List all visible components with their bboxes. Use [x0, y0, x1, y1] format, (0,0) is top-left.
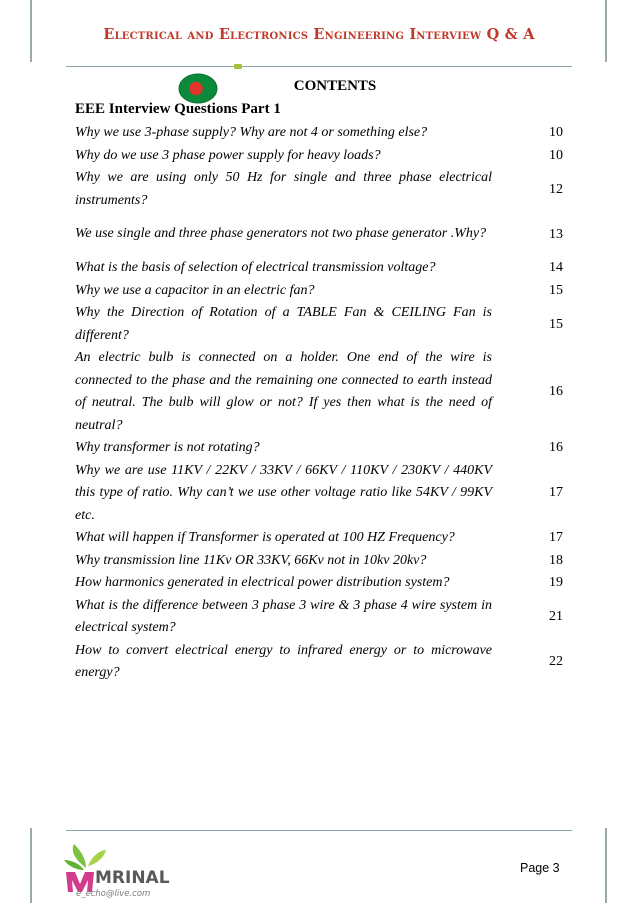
margin-line-right-bottom [605, 828, 607, 903]
toc-page-number: 14 [549, 260, 563, 276]
toc-question: Why transmission line 11Kv OR 33KV, 66Kv not in 10kv 20kv? [75, 552, 427, 568]
toc-row [75, 640, 565, 685]
toc-page-number: 17 [549, 530, 563, 546]
toc-page-number: 17 [549, 485, 563, 501]
toc-row [75, 572, 565, 595]
toc-question: What is the difference between 3 phase 3 wire & 3 phase 4 wire system in electrical system? [75, 597, 492, 635]
toc-question: How harmonics generated in electrical power distribution system? [75, 575, 450, 590]
toc-page-number: 12 [549, 181, 563, 197]
toc-question: Why we use a capacitor in an electric fan? [75, 282, 315, 298]
toc-page-number: 18 [549, 552, 563, 568]
header-rule [66, 66, 572, 67]
toc-row [75, 460, 565, 528]
toc-question: What will happen if Transformer is operated at 100 HZ Frequency? [75, 530, 455, 545]
toc-question: What is the basis of selection of electrical transmission voltage? [75, 260, 436, 275]
section-title: EEE Interview Questions Part 1 [75, 101, 281, 117]
toc-page-number: 13 [549, 226, 563, 242]
toc-page-number: 15 [549, 316, 563, 332]
toc-row [75, 145, 565, 168]
toc-question: An electric bulb is connected on a holder. One end of the wire is connected to the phase and the remaining one connected to earth instead of neutral. The bulb will glow or not? If yes then what is the need of neutral? [75, 350, 492, 433]
toc-row [75, 595, 565, 640]
toc-page-number: 16 [549, 384, 563, 399]
toc-row [75, 212, 565, 257]
toc-page-number: 15 [549, 282, 563, 298]
toc-question: Why we are use 11KV / 22KV / 33KV / 66KV / 110KV / 230KV / 440KV this type of ratio. Why can’t we use other voltage ratio like 54KV / 99KV etc. [75, 462, 492, 523]
toc-question: Why transformer is not rotating? [75, 440, 260, 455]
logo-email: e_echo@live.com [76, 889, 151, 898]
toc-row [75, 257, 565, 280]
toc-row [75, 437, 565, 460]
toc-page-number: 19 [549, 575, 563, 591]
page-number: Page 3 [520, 861, 560, 875]
toc-page-number: 22 [549, 654, 563, 669]
toc-page-number: 10 [549, 147, 563, 163]
toc-row [75, 527, 565, 550]
toc-question: Why the Direction of Rotation of a TABLE Fan & CEILING Fan is different? [75, 305, 492, 343]
toc-page-number: 10 [549, 125, 563, 141]
footer-rule [66, 830, 572, 831]
contents-heading: CONTENTS [293, 78, 377, 94]
table-of-contents [75, 122, 565, 685]
logo-wordmark: MRINAL [95, 868, 170, 888]
toc-row [75, 167, 565, 212]
toc-row [75, 302, 565, 347]
toc-question: Why we are using only 50 Hz for single and three phase electrical instruments? [75, 170, 492, 208]
toc-row [75, 347, 565, 437]
toc-question: We use single and three phase generators not two phase generator .Why? [75, 226, 487, 242]
toc-question: Why do we use 3 phase power supply for heavy loads? [75, 147, 381, 163]
toc-row [75, 280, 565, 303]
margin-line-left-bottom [30, 828, 32, 903]
header-accent-mark [234, 64, 242, 69]
toc-page-number: 16 [549, 440, 563, 456]
toc-question: Why we use 3-phase supply? Why are not 4 or something else? [75, 125, 428, 140]
mrinal-logo [62, 842, 192, 898]
toc-page-number: 21 [549, 609, 563, 624]
header-title: Electrical and Electronics Engineering Interview Q & A [103, 26, 535, 43]
toc-row [75, 550, 565, 573]
toc-question: How to convert electrical energy to infrared energy or to microwave energy? [75, 642, 492, 680]
toc-row [75, 122, 565, 145]
